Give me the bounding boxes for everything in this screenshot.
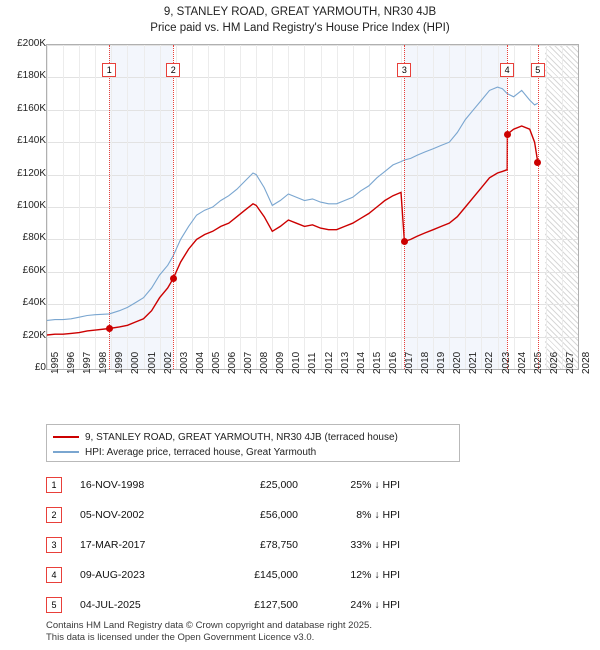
event-number-badge: 1 <box>46 477 62 493</box>
page-title <box>0 4 600 36</box>
sale-point-4[interactable] <box>504 131 511 138</box>
x-tick-label: 2027 <box>564 351 576 374</box>
x-tick-label: 2011 <box>307 352 319 374</box>
x-tick-label: 2008 <box>259 351 271 374</box>
event-price: £56,000 <box>260 509 298 521</box>
table-row <box>46 560 466 590</box>
event-number-badge: 2 <box>46 507 62 523</box>
sale-event-line-4 <box>507 45 509 369</box>
chart-legend <box>46 424 460 462</box>
x-tick-label: 2016 <box>387 351 399 374</box>
sale-event-flag-4[interactable]: 4 <box>500 63 514 77</box>
event-price: £145,000 <box>254 569 298 581</box>
event-date: 09-AUG-2023 <box>80 569 145 581</box>
x-tick-label: 2019 <box>436 351 448 374</box>
event-date: 04-JUL-2025 <box>80 599 141 611</box>
footer-line-2: This data is licensed under the Open Government Licence v3.0. <box>46 632 315 643</box>
gridline-vertical <box>578 45 579 369</box>
sale-point-1[interactable] <box>106 325 113 332</box>
legend-swatch <box>53 436 79 438</box>
event-hpi-delta: 25% ↓ HPI <box>350 479 400 491</box>
event-date: 05-NOV-2002 <box>80 509 145 521</box>
x-tick-label: 2009 <box>275 351 287 374</box>
x-tick-label: 2000 <box>130 351 142 374</box>
event-hpi-delta: 24% ↓ HPI <box>350 599 400 611</box>
y-tick-label: £60K <box>22 264 46 276</box>
x-tick-label: 2004 <box>194 351 206 374</box>
sale-event-line-2 <box>173 45 175 369</box>
x-tick-label: 2010 <box>291 351 303 374</box>
sale-event-line-3 <box>404 45 406 369</box>
table-row <box>46 500 466 530</box>
x-tick-label: 1995 <box>50 351 61 374</box>
y-tick-label: £180K <box>17 70 46 82</box>
y-tick-label: £40K <box>22 297 46 309</box>
sale-point-3[interactable] <box>401 238 408 245</box>
event-number-badge: 3 <box>46 537 62 553</box>
table-row <box>46 470 466 500</box>
y-tick-label: £160K <box>17 102 46 114</box>
x-tick-label: 2002 <box>162 351 174 374</box>
hpi-line <box>47 87 538 320</box>
event-hpi-delta: 12% ↓ HPI <box>350 569 400 581</box>
x-tick-label: 1996 <box>66 351 78 374</box>
y-tick-label: £20K <box>22 329 46 341</box>
sale-event-flag-1[interactable]: 1 <box>102 63 116 77</box>
sale-event-line-1 <box>109 45 111 369</box>
legend-label: 9, STANLEY ROAD, GREAT YARMOUTH, NR30 4JB (terraced house) <box>85 431 398 443</box>
title-line-1: 9, STANLEY ROAD, GREAT YARMOUTH, NR30 4JB <box>163 6 437 18</box>
y-tick-label: £120K <box>17 167 46 179</box>
y-tick-label: £100K <box>17 200 46 211</box>
event-hpi-delta: 33% ↓ HPI <box>350 539 400 551</box>
y-tick-label: £140K <box>17 135 46 147</box>
table-row <box>46 530 466 560</box>
x-tick-label: 1997 <box>82 351 94 374</box>
x-tick-label: 2005 <box>210 351 222 374</box>
x-tick-label: 2022 <box>484 351 496 374</box>
x-tick-label: 2003 <box>178 351 190 374</box>
sale-events-table <box>46 470 466 620</box>
x-tick-label: 2023 <box>500 351 512 374</box>
x-tick-label: 2013 <box>339 351 351 374</box>
x-tick-label: 2026 <box>548 351 560 374</box>
y-tick-label: £200K <box>17 38 46 49</box>
sale-event-flag-2[interactable]: 2 <box>166 63 180 77</box>
x-tick-label: 2014 <box>355 351 367 374</box>
event-date: 17-MAR-2017 <box>80 539 146 551</box>
event-price: £127,500 <box>254 599 298 611</box>
event-date: 16-NOV-1998 <box>80 479 145 491</box>
y-tick-label: £0 <box>34 362 46 373</box>
event-number-badge: 4 <box>46 567 62 583</box>
legend-item-2 <box>53 445 453 459</box>
event-price: £25,000 <box>260 479 298 491</box>
price-paid-line <box>47 126 538 335</box>
x-tick-label: 2020 <box>452 351 464 374</box>
x-tick-label: 2025 <box>532 351 544 374</box>
sale-event-line-5 <box>538 45 540 369</box>
x-tick-label: 2024 <box>516 351 528 374</box>
table-row <box>46 590 466 620</box>
footer-line-1: Contains HM Land Registry data © Crown copyright and database right 2025. <box>46 620 372 631</box>
x-tick-label: 1999 <box>114 351 126 374</box>
y-tick-label: £80K <box>22 232 46 244</box>
x-tick-label: 2006 <box>227 351 238 374</box>
x-tick-label: 2018 <box>420 351 432 374</box>
event-price: £78,750 <box>260 539 298 551</box>
chart-series-layer <box>47 45 578 369</box>
footer-attribution <box>46 620 586 644</box>
event-hpi-delta: 8% ↓ HPI <box>356 509 400 521</box>
title-line-2: Price paid vs. HM Land Registry's House Price Index (HPI) <box>150 22 450 34</box>
x-tick-label: 2012 <box>323 351 335 374</box>
chart-plot-area <box>46 44 579 370</box>
x-tick-label: 1998 <box>98 351 110 374</box>
x-tick-label: 2001 <box>146 351 158 374</box>
sale-event-flag-5[interactable]: 5 <box>531 63 545 77</box>
legend-label: HPI: Average price, terraced house, Great Yarmouth <box>85 446 317 458</box>
x-tick-label: 2015 <box>371 351 383 374</box>
x-tick-label: 2021 <box>468 351 480 374</box>
sale-event-flag-3[interactable]: 3 <box>397 63 411 77</box>
legend-swatch <box>53 451 79 453</box>
x-tick-label: 2017 <box>404 351 415 374</box>
x-tick-label: 2007 <box>243 351 255 374</box>
x-tick-label: 2028 <box>581 351 592 374</box>
legend-item-1 <box>53 430 453 444</box>
sale-point-2[interactable] <box>170 275 177 282</box>
event-number-badge: 5 <box>46 597 62 613</box>
